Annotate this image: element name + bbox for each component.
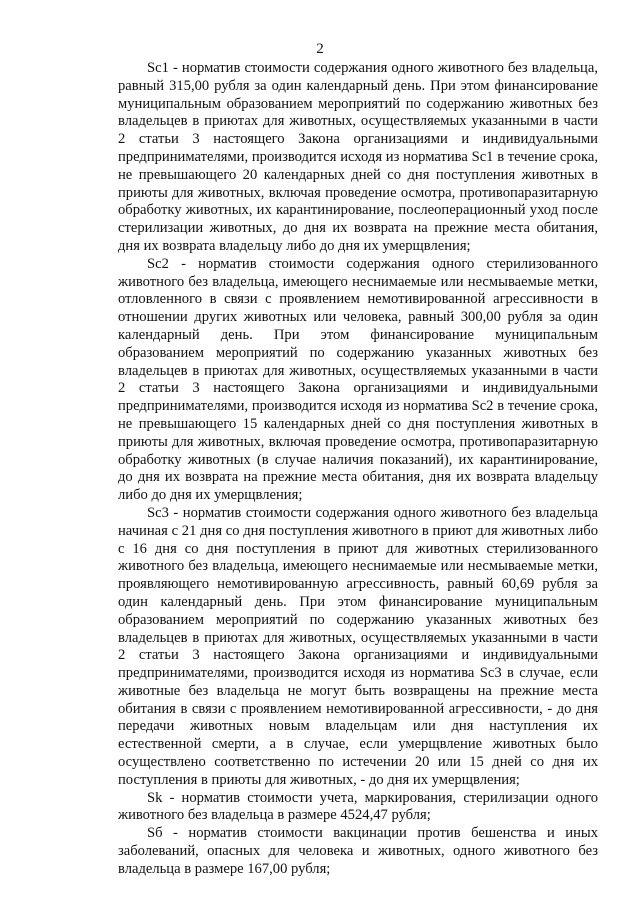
paragraph-sc1: Sc1 - норматив стоимости содержания одного животного без владельца, равный 315,00 рубля за один календарный день. При этом финансирование муниципальным образованием мероприятий по содержанию животных без владельцев в приютах для животных, осуществляемых указанными в части 2 статьи 3 настоящего Закона организациями и индивидуальными предпринимателями, производится исходя из норматива Sc1 в течение срока, не превышающего 20 календарных дней со дня поступления животных в приюты для животных, включая проведение осмотра, противопаразитарную обработку животных, их карантинирование, послеоперационный уход после стерилизации животных, до дня их возврата на прежние места обитания, дня их возврата владельцу либо до дня их умерщвления; bbox=[118, 60, 598, 254]
paragraph-sc2: Sc2 - норматив стоимости содержания одного стерилизованного животного без владельца, имеющего неснимаемые или несмываемые метки, отловленного в связи с проявлением немотивированной агрессивности в отношении других животных или человека, равный 300,00 рубля за один календарный день. При этом финансирование муниципальным образованием мероприятий по содержанию указанных животных без владельцев в приютах для животных, осуществляемых указанными в части 2 статьи 3 настоящего Закона организациями и индивидуальными предпринимателями, производится исходя из норматива Sc2 в течение срока, не превышающего 15 календарных дней со дня поступления животных в приюты для животных, включая проведение осмотра, противопаразитарную обработку животных (в случае наличия показаний), их карантинирование, до дня их возврата на прежние места обитания, дня их возврата владельцу либо до дня их умерщвления; bbox=[118, 255, 598, 504]
page-number: 2 bbox=[316, 41, 324, 57]
document-body bbox=[118, 60, 598, 879]
paragraph-sc3: Sc3 - норматив стоимости содержания одного животного без владельца начиная с 21 дня со дня поступления животного в приют для животных либо с 16 дня со дня поступления в приют для животных стерилизованного животного без владельца, имеющего неснимаемые или несмываемые метки, проявляющего немотивированную агрессивность, равный 60,69 рубля за один календарный день. При этом финансирование муниципальным образованием мероприятий по содержанию указанных животных без владельцев в приютах для животных, осуществляемых указанными в части 2 статьи 3 настоящего Закона организациями и индивидуальными предпринимателями, производится исходя из норматива Sc3 в случае, если животные без владельца не могут быть возвращены на прежние места обитания в связи с проявлением немотивированной агрессивности, - до дня передачи животных новым владельцам или дня наступления их естественной смерти, а в случае, если умерщвление животных было осуществлено соответственно по истечении 20 или 15 дней со дня их поступления в приюты для животных, - до дня их умерщвления; bbox=[118, 504, 598, 788]
paragraph-sk: Sk - норматив стоимости учета, маркирования, стерилизации одного животного без владельца в размере 4524,47 рубля; bbox=[118, 789, 598, 824]
paragraph-sb: Sб - норматив стоимости вакцинации против бешенства и иных заболеваний, опасных для человека и животных, одного животного без владельца в размере 167,00 рубля; bbox=[118, 825, 598, 877]
